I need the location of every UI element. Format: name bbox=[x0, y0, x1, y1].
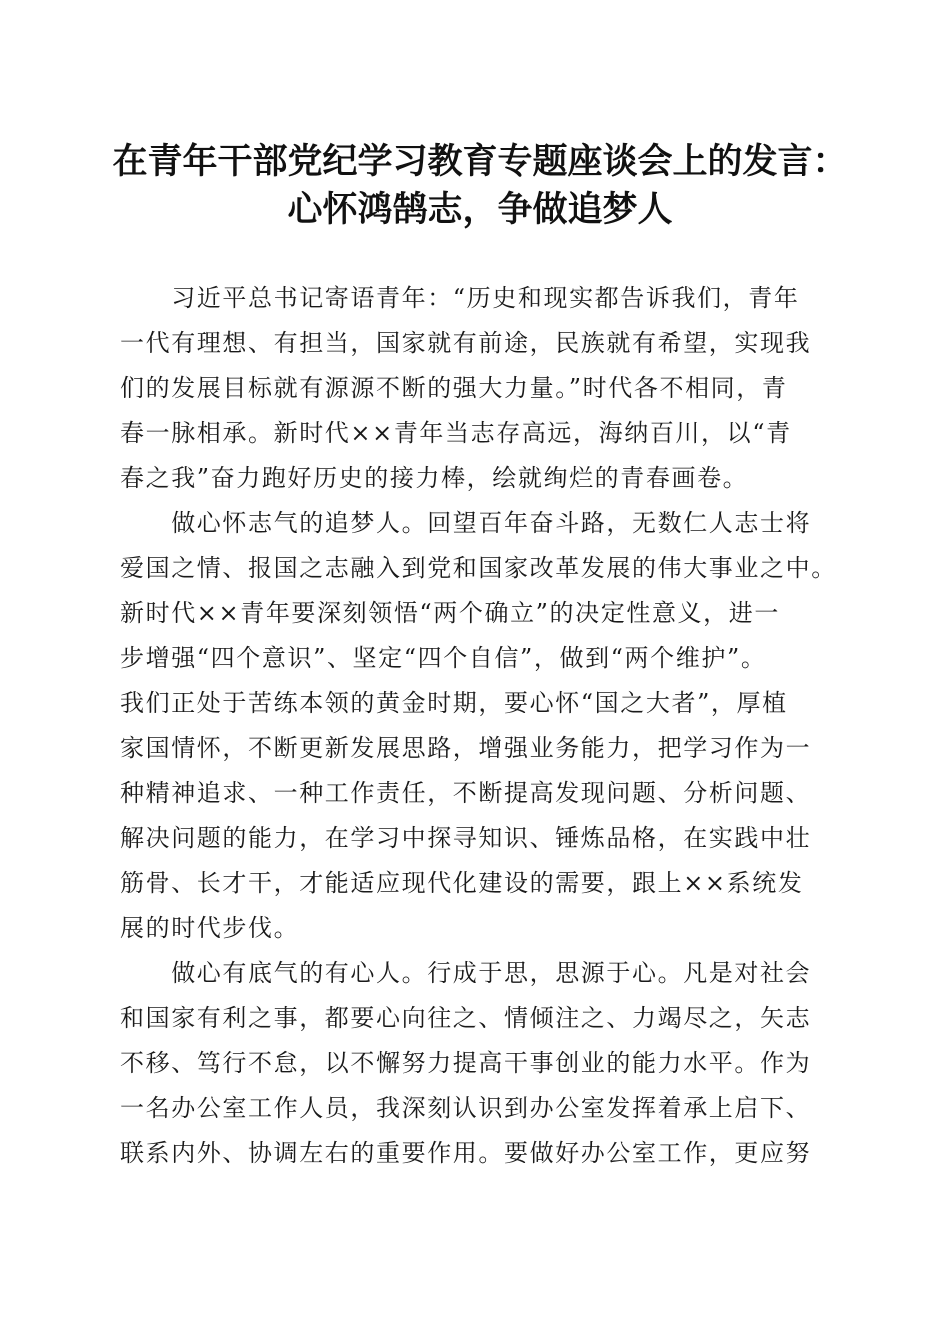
body-line: 解决问题的能力，在学习中探寻知识、锤炼品格，在实践中壮 bbox=[120, 824, 812, 852]
document-title-line-1: 在青年干部党纪学习教育专题座谈会上的发言： bbox=[112, 141, 848, 182]
body-line: 们的发展目标就有源源不断的强大力量。”时代各不相同，青 bbox=[120, 374, 788, 402]
body-line: 新时代××青年要深刻领悟“两个确立”的决定性意义，进一 bbox=[120, 599, 780, 627]
body-line: 筋骨、长才干，才能适应现代化建设的需要，跟上××系统发 bbox=[120, 869, 804, 897]
body-line: 步增强“四个意识”、坚定“四个自信”，做到“两个维护”。 bbox=[120, 644, 767, 672]
body-line: 不移、笃行不怠，以不懈努力提高干事创业的能力水平。作为 bbox=[120, 1049, 812, 1077]
body-line: 做心怀志气的追梦人。回望百年奋斗路，无数仁人志士将 bbox=[120, 509, 812, 537]
body-line: 我们正处于苦练本领的黄金时期，要心怀“国之大者”，厚植 bbox=[120, 689, 788, 717]
body-line: 一代有理想、有担当，国家就有前途，民族就有希望，实现我 bbox=[120, 329, 812, 357]
body-line: 联系内外、协调左右的重要作用。要做好办公室工作，更应努 bbox=[120, 1139, 812, 1167]
body-line: 做心有底气的有心人。行成于思，思源于心。凡是对社会 bbox=[120, 959, 812, 987]
body-line: 展的时代步伐。 bbox=[120, 914, 300, 942]
body-line: 一名办公室工作人员，我深刻认识到办公室发挥着承上启下、 bbox=[120, 1094, 812, 1122]
body-line: 和国家有利之事，都要心向往之、情倾注之、力竭尽之，矢志 bbox=[120, 1004, 812, 1032]
body-line: 家国情怀，不断更新发展思路，增强业务能力，把学习作为一 bbox=[120, 734, 812, 762]
body-line: 种精神追求、一种工作责任，不断提高发现问题、分析问题、 bbox=[120, 779, 812, 807]
body-line: 习近平总书记寄语青年：“历史和现实都告诉我们，青年 bbox=[120, 284, 800, 312]
body-line: 爱国之情、报国之志融入到党和国家改革发展的伟大事业之中。 bbox=[120, 554, 837, 582]
body-line: 春一脉相承。新时代××青年当志存高远，海纳百川，以“青 bbox=[120, 419, 792, 447]
document-title-line-2: 心怀鸿鹄志，争做追梦人 bbox=[287, 189, 673, 230]
body-line: 春之我”奋力跑好历史的接力棒，绘就绚烂的青春画卷。 bbox=[120, 464, 749, 492]
